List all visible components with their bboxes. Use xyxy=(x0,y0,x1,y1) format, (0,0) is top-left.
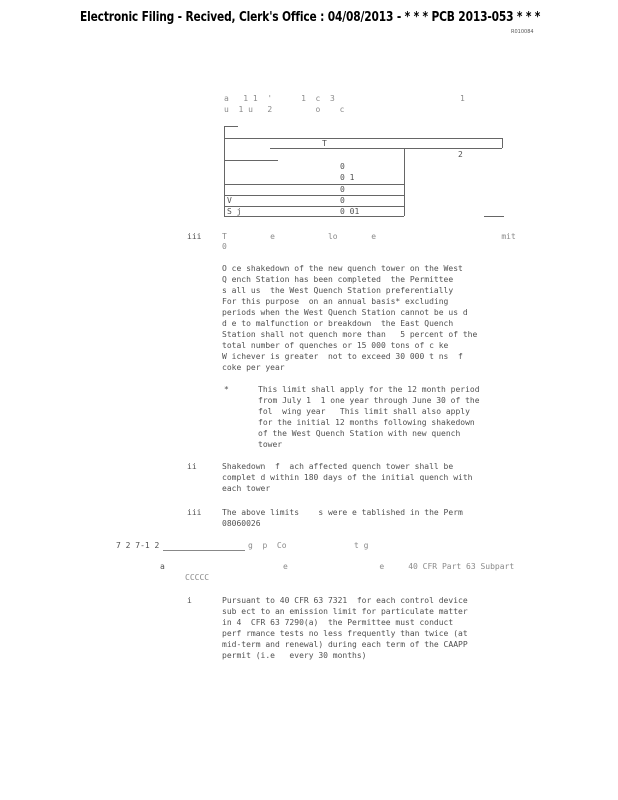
section-number: 7 2 7-1 2 xyxy=(116,541,160,550)
paragraph-line: Shakedown f ach affected quench tower shall be xyxy=(222,462,454,471)
footnote-line: fol wing year This limit shall also apply xyxy=(258,407,470,416)
table-rule xyxy=(224,126,238,127)
paragraph-line: sub ect to an emission limit for particulate matter xyxy=(222,607,468,616)
item-heading-garbled: 0 xyxy=(222,242,227,251)
footnote-line: of the West Quench Station with new quench xyxy=(258,429,461,438)
paragraph-line: in 4 CFR 63 7290(a) the Permittee must conduct xyxy=(222,618,454,627)
table-row-label: V xyxy=(227,196,232,205)
table-cell: 2 xyxy=(458,150,463,159)
subsection-marker: a xyxy=(160,562,165,571)
item-marker: iii xyxy=(187,508,202,517)
paragraph-line: mid-term and renewal) during each term of the CAAPP xyxy=(222,640,468,649)
table-left-border xyxy=(224,126,225,216)
paragraph-line: perf rmance tests no less frequently than twice (at xyxy=(222,629,468,638)
subsection-heading: e e 40 CFR Part 63 Subpart xyxy=(283,562,515,571)
page-id: R010084 xyxy=(511,29,534,35)
table-caption-line1: a 1 1 ' 1 c 3 1 xyxy=(224,94,465,103)
item-marker: i xyxy=(187,596,192,605)
table-header-cell: T xyxy=(322,139,327,148)
table-right-border xyxy=(502,138,503,148)
table-cell: 0 xyxy=(340,162,345,171)
paragraph-line: periods when the West Quench Station cannot be us d xyxy=(222,308,468,317)
paragraph-line: d e to malfunction or breakdown the East Quench xyxy=(222,319,454,328)
table-column-divider xyxy=(404,148,405,216)
paragraph-line: complet d within 180 days of the initial quench with xyxy=(222,473,473,482)
table-row-rule xyxy=(224,160,278,161)
table-cell: 0 01 xyxy=(340,207,360,216)
paragraph-line: The above limits s were e tablished in the Perm xyxy=(222,508,463,517)
footnote-line: for the initial 12 months following shakedown xyxy=(258,418,475,427)
paragraph-line: s all us the West Quench Station preferentially xyxy=(222,286,454,295)
table-rule xyxy=(484,216,504,217)
section-underline xyxy=(163,550,245,551)
table-cell: 0 1 xyxy=(340,173,355,182)
table-row-label: S j xyxy=(227,207,242,216)
item-marker: ii xyxy=(187,462,197,471)
table-bottom-border xyxy=(224,216,404,217)
paragraph-line: O ce shakedown of the new quench tower on the West xyxy=(222,264,463,273)
paragraph-line: W ichever is greater not to exceed 30 000 t ns f xyxy=(222,352,463,361)
footnote-marker: * xyxy=(224,385,229,394)
table-row-rule xyxy=(224,195,404,196)
item-heading-garbled: T e lo e mit xyxy=(222,232,516,241)
footnote-line: tower xyxy=(258,440,283,449)
table-caption-line2: u 1 u 2 o c xyxy=(224,105,345,114)
subsection-code: CCCCC xyxy=(185,573,210,582)
paragraph-line: 08060026 xyxy=(222,519,261,528)
paragraph-line: Pursuant to 40 CFR 63 7321 for each control device xyxy=(222,596,468,605)
table-header-rule xyxy=(270,148,502,149)
table-row-rule xyxy=(224,206,404,207)
paragraph-line: Q ench Station has been completed the Permittee xyxy=(222,275,454,284)
paragraph-line: permit (i.e every 30 months) xyxy=(222,651,367,660)
paragraph-line: For this purpose on an annual basis* excluding xyxy=(222,297,449,306)
footnote-line: from July 1 1 one year through June 30 of the xyxy=(258,396,480,405)
paragraph-line: Station shall not quench more than 5 percent of the xyxy=(222,330,478,339)
paragraph-line: coke per year xyxy=(222,363,285,372)
item-marker: iii xyxy=(187,232,202,241)
filing-banner: Electronic Filing - Recived, Clerk's Office : 04/08/2013 - * * * PCB 2013-053 * * * xyxy=(80,10,541,25)
paragraph-line: total number of quenches or 15 000 tons of c ke xyxy=(222,341,449,350)
paragraph-line: each tower xyxy=(222,484,271,493)
section-heading-garbled: g p Co t g xyxy=(248,541,369,550)
footnote-line: This limit shall apply for the 12 month period xyxy=(258,385,480,394)
table-row-rule xyxy=(224,184,404,185)
table-cell: 0 xyxy=(340,196,345,205)
table-cell: 0 xyxy=(340,185,345,194)
table-top-border xyxy=(224,138,502,139)
